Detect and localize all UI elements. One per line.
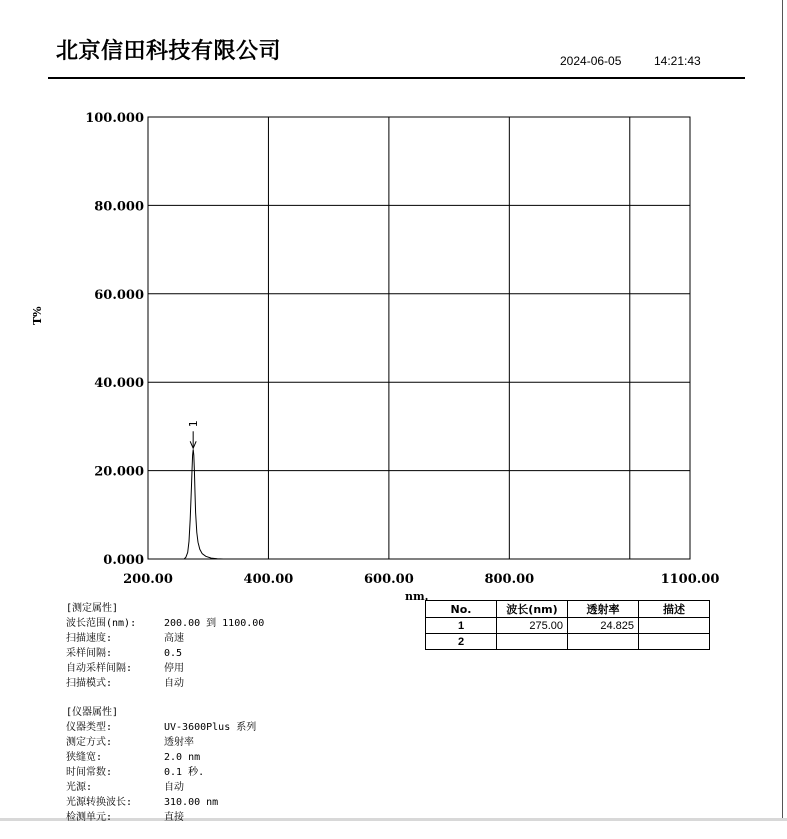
param-row	[66, 795, 264, 810]
x-tick-label: 1100.00	[660, 572, 720, 587]
param-key: 采样间隔:	[66, 648, 113, 659]
instrument-properties	[66, 705, 264, 825]
param-row	[66, 616, 264, 631]
param-key: 时间常数:	[66, 767, 113, 778]
cell-no: 2	[426, 634, 497, 650]
param-row	[66, 631, 264, 646]
y-tick-label: 0.000	[103, 553, 144, 568]
param-key: 扫描模式:	[66, 678, 113, 689]
param-row	[66, 661, 264, 676]
param-value: 310.00 nm	[164, 797, 219, 808]
spectrum-line	[148, 449, 690, 559]
x-tick-label: 600.00	[364, 572, 414, 587]
param-value: 停用	[164, 663, 184, 674]
col-header-no: No.	[426, 601, 497, 618]
param-value: 2.0 nm	[164, 752, 201, 763]
table-row	[426, 634, 710, 650]
y-tick-label: 100.000	[85, 111, 144, 126]
x-tick-label: 200.00	[123, 572, 173, 587]
param-key: 狭缝宽:	[66, 752, 103, 763]
param-key: 检测单元:	[66, 812, 113, 823]
cell-transmittance	[568, 634, 639, 650]
param-value: 0.1 秒.	[164, 767, 205, 778]
peak-table	[425, 600, 710, 650]
scan-properties	[66, 601, 264, 691]
param-key: 扫描速度:	[66, 633, 113, 644]
y-tick-label: 40.000	[94, 376, 144, 392]
param-key: 光源转换波长:	[66, 797, 133, 808]
param-row	[66, 750, 264, 765]
scan-properties-title: [测定属性]	[66, 603, 119, 614]
cell-description	[639, 634, 710, 650]
instrument-properties-title: [仪器属性]	[66, 707, 119, 718]
param-row	[66, 676, 264, 691]
param-row	[66, 810, 264, 825]
y-tick-label: 60.000	[94, 287, 144, 303]
param-key: 测定方式:	[66, 737, 113, 748]
x-axis-label: nm.	[405, 590, 429, 603]
param-value: UV-3600Plus 系列	[164, 722, 257, 733]
table-row	[426, 618, 710, 634]
param-row	[66, 720, 264, 735]
company-name: 北京信田科技有限公司	[56, 39, 282, 64]
param-key: 光源:	[66, 782, 93, 793]
parameter-section	[66, 601, 264, 839]
x-tick-label: 800.00	[484, 572, 535, 587]
y-axis-label: T%	[31, 306, 44, 325]
report-date: 2024-06-05	[560, 54, 622, 68]
y-tick-label: 20.000	[94, 464, 144, 480]
cell-wavelength: 275.00	[497, 618, 568, 634]
param-value: 200.00 到 1100.00	[164, 618, 265, 629]
param-row	[66, 735, 264, 750]
col-header-wavelength: 波长(nm)	[497, 601, 568, 618]
cell-no: 1	[426, 618, 497, 634]
param-value: 自动	[164, 678, 184, 689]
cell-transmittance: 24.825	[568, 618, 639, 634]
param-value: 自动	[164, 782, 184, 793]
param-row	[66, 765, 264, 780]
cell-wavelength	[497, 634, 568, 650]
param-key: 自动采样间隔:	[66, 663, 133, 674]
param-row	[66, 780, 264, 795]
param-key: 仪器类型:	[66, 722, 113, 733]
param-value: 0.5	[164, 648, 183, 659]
plot-frame	[148, 117, 690, 559]
param-value: 透射率	[164, 737, 194, 748]
cell-description	[639, 618, 710, 634]
peak-label: 1	[187, 420, 201, 428]
param-row	[66, 646, 264, 661]
report-time: 14:21:43	[654, 54, 701, 68]
param-value: 直接	[164, 812, 184, 823]
col-header-transmittance: 透射率	[568, 601, 639, 618]
param-value: 高速	[164, 633, 184, 644]
col-header-description: 描述	[639, 601, 710, 618]
peak-table-header	[426, 601, 710, 618]
x-tick-label: 400.00	[243, 572, 294, 587]
y-tick-label: 80.000	[94, 199, 144, 215]
param-key: 波长范围(nm):	[66, 618, 137, 629]
